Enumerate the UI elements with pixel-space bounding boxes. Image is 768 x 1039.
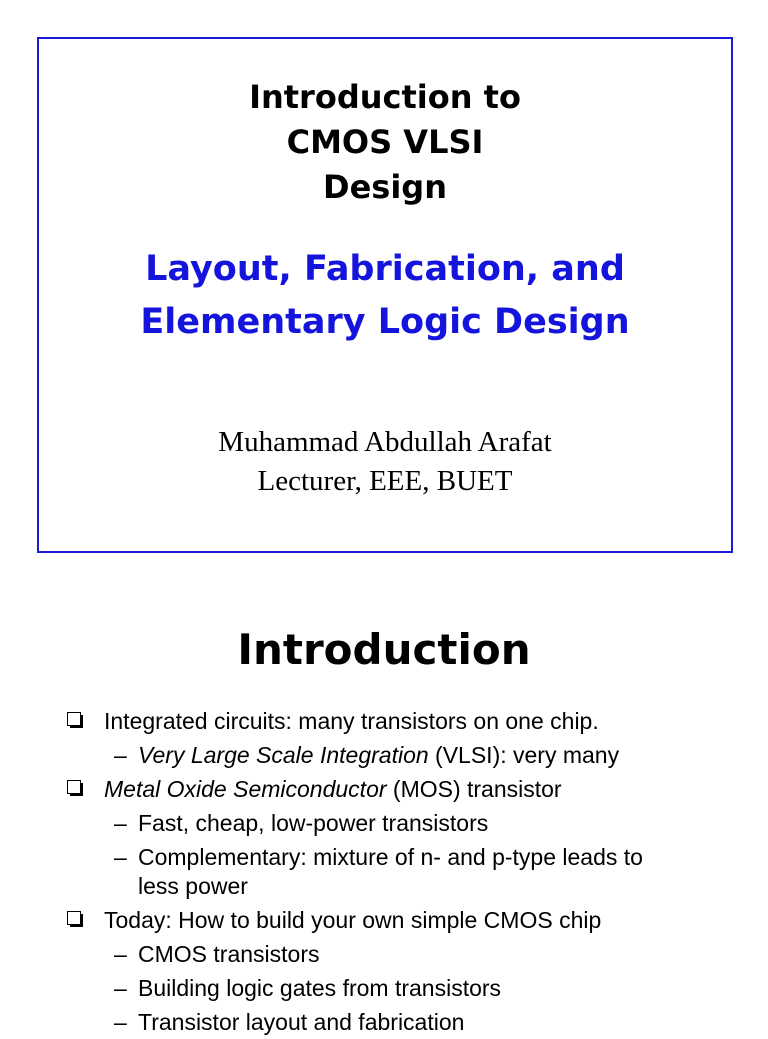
author-title: Lecturer, EEE, BUET [257,465,513,497]
bullet-item [0,704,768,738]
sub-bullet-item [0,937,768,971]
title-line-2: CMOS VLSI [286,123,484,161]
sub-bullet-item [0,971,768,1005]
bullet-text: Building logic gates from transistors [138,975,502,1001]
dash-bullet: – [114,810,127,836]
checkbox-bullet-icon [67,780,81,794]
sub-bullet-item [0,840,768,903]
author-block [39,423,731,501]
dash-bullet: – [114,975,127,1001]
bullet-text-line-2: less power [138,873,248,899]
bullet-text-italic: Metal Oxide Semiconductor [104,776,387,802]
bullet-text: (MOS) transistor [386,776,562,802]
bullet-text: (VLSI): very many [428,742,620,768]
bullet-text-line-1: Complementary: mixture of n- and p-type leads to [138,844,643,870]
dash-bullet: – [114,941,127,967]
slide-subtitle [39,243,731,349]
bullet-text: Fast, cheap, low-power transistors [138,810,489,836]
sub-bullet-item [0,738,768,772]
author-name: Muhammad Abdullah Arafat [218,426,552,458]
bullet-text: Integrated circuits: many transistors on one chip. [104,708,599,734]
sub-bullet-item [0,1005,768,1039]
bullet-text: Today: How to build your own simple CMOS chip [104,907,602,933]
title-line-1: Introduction to [249,78,521,116]
subtitle-line-1: Layout, Fabrication, and [145,249,625,289]
checkbox-bullet-icon [67,712,81,726]
bullet-text: Transistor layout and fabrication [138,1009,465,1035]
bullet-item [0,772,768,806]
dash-bullet: – [114,844,127,870]
bullet-text: CMOS transistors [138,941,320,967]
sub-bullet-item [0,806,768,840]
bullet-list [0,704,768,1039]
title-line-3: Design [323,168,447,206]
title-slide [37,37,733,553]
bullet-item [0,903,768,937]
bullet-text-italic: Very Large Scale Integration [138,742,429,768]
slide-title [39,75,731,210]
checkbox-bullet-icon [67,911,81,925]
dash-bullet: – [114,742,127,768]
subtitle-line-2: Elementary Logic Design [140,302,630,342]
dash-bullet: – [114,1009,127,1035]
section-title: Introduction [237,625,531,674]
